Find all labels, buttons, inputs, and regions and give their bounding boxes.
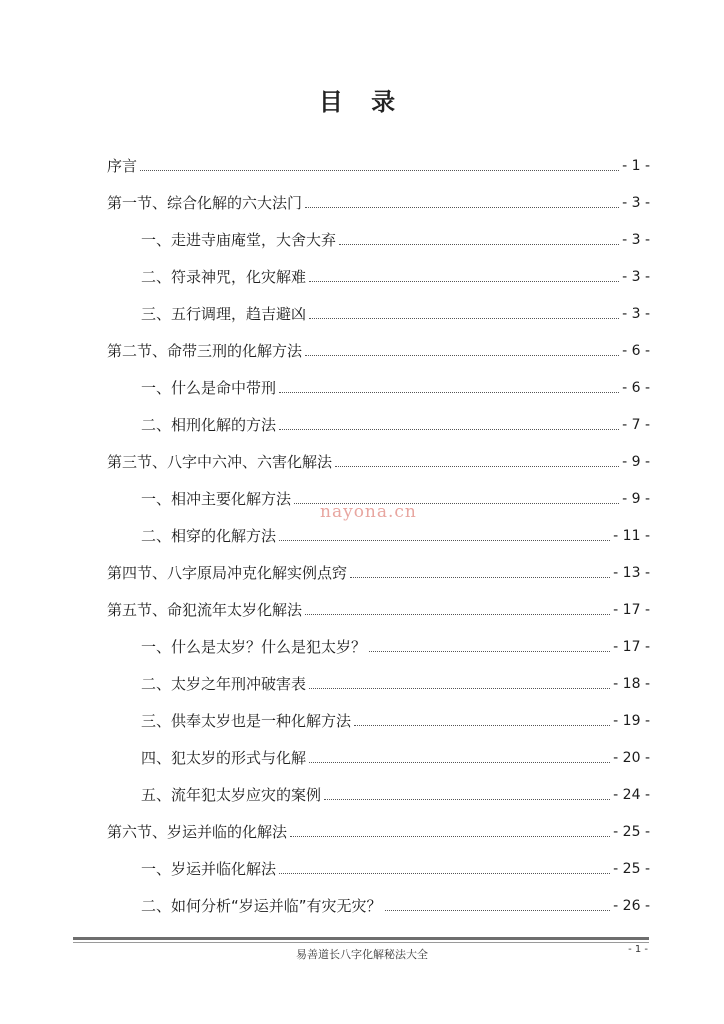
- toc-entry-title: 第二节、命带三刑的化解方法: [107, 342, 303, 360]
- toc-entry-page: - 13 -: [613, 565, 650, 581]
- toc-entry[interactable]: [107, 139, 650, 176]
- toc-dot-leader: [140, 169, 619, 171]
- toc-entry-title: 一、什么是命中带刑: [141, 379, 277, 397]
- footer-divider: [73, 937, 649, 940]
- toc-entry-title: 一、走进寺庙庵堂，大舍大弃: [141, 231, 337, 249]
- toc-entry-title: 第五节、命犯流年太岁化解法: [107, 601, 303, 619]
- toc-entry-title: 第三节、八字中六冲、六害化解法: [107, 453, 333, 471]
- toc-entry[interactable]: [107, 620, 650, 657]
- page-title: 目 录: [318, 88, 406, 116]
- footer-divider-thin: [73, 942, 649, 943]
- toc-entry-page: - 18 -: [613, 676, 650, 692]
- toc-dot-leader: [279, 428, 619, 430]
- toc-entry[interactable]: [107, 398, 650, 435]
- toc-dot-leader: [369, 650, 610, 652]
- toc-entry-title: 序言: [107, 157, 138, 175]
- watermark: nayona.cn: [320, 502, 417, 522]
- toc-entry-title: 第一节、综合化解的六大法门: [107, 194, 303, 212]
- toc-entry-title: 一、什么是太岁？什么是犯太岁？: [141, 638, 367, 656]
- table-of-contents: [107, 139, 650, 916]
- toc-dot-leader: [335, 465, 619, 467]
- toc-dot-leader: [305, 613, 610, 615]
- toc-entry[interactable]: [107, 176, 650, 213]
- toc-dot-leader: [290, 835, 610, 837]
- toc-dot-leader: [305, 354, 619, 356]
- toc-dot-leader: [339, 243, 619, 245]
- toc-entry-page: - 17 -: [613, 639, 650, 655]
- toc-entry[interactable]: [107, 805, 650, 842]
- toc-dot-leader: [350, 576, 610, 578]
- toc-entry-page: - 19 -: [613, 713, 650, 729]
- toc-entry-title: 五、流年犯太岁应灾的案例: [141, 786, 322, 804]
- toc-entry-page: - 11 -: [613, 528, 650, 544]
- footer-title: 易善道长八字化解秘法大全: [296, 948, 428, 961]
- toc-dot-leader: [324, 798, 610, 800]
- toc-dot-leader: [309, 761, 610, 763]
- toc-entry-page: - 1 -: [622, 158, 650, 174]
- footer-page-number: - 1 -: [628, 944, 648, 955]
- toc-entry-page: - 20 -: [613, 750, 650, 766]
- toc-dot-leader: [309, 280, 619, 282]
- toc-entry-page: - 26 -: [613, 898, 650, 914]
- toc-entry-title: 二、相刑化解的方法: [141, 416, 277, 434]
- toc-entry-title: 第四节、八字原局冲克化解实例点窍: [107, 564, 348, 582]
- toc-entry-page: - 6 -: [622, 380, 650, 396]
- toc-dot-leader: [354, 724, 610, 726]
- toc-entry[interactable]: [107, 324, 650, 361]
- toc-dot-leader: [279, 391, 619, 393]
- toc-entry-page: - 9 -: [622, 491, 650, 507]
- toc-entry-title: 第六节、岁运并临的化解法: [107, 823, 288, 841]
- toc-entry-page: - 3 -: [622, 269, 650, 285]
- toc-entry-page: - 25 -: [613, 861, 650, 877]
- toc-entry-page: - 7 -: [622, 417, 650, 433]
- toc-entry[interactable]: [107, 546, 650, 583]
- toc-entry[interactable]: [107, 731, 650, 768]
- toc-entry[interactable]: [107, 842, 650, 879]
- toc-entry[interactable]: [107, 435, 650, 472]
- toc-entry-page: - 17 -: [613, 602, 650, 618]
- toc-entry-page: - 6 -: [622, 343, 650, 359]
- toc-dot-leader: [279, 539, 610, 541]
- toc-entry-page: - 3 -: [622, 306, 650, 322]
- toc-entry-title: 四、犯太岁的形式与化解: [141, 749, 307, 767]
- toc-entry-title: 一、岁运并临化解法: [141, 860, 277, 878]
- toc-entry[interactable]: [107, 213, 650, 250]
- toc-entry-title: 二、如何分析“岁运并临”有灾无灾？: [141, 897, 382, 915]
- toc-entry-title: 三、供奉太岁也是一种化解方法: [141, 712, 352, 730]
- toc-entry-page: - 3 -: [622, 195, 650, 211]
- toc-dot-leader: [309, 317, 619, 319]
- toc-entry[interactable]: [107, 768, 650, 805]
- toc-entry[interactable]: [107, 250, 650, 287]
- toc-entry[interactable]: [107, 879, 650, 916]
- toc-entry-page: - 3 -: [622, 232, 650, 248]
- toc-entry[interactable]: [107, 287, 650, 324]
- toc-dot-leader: [305, 206, 619, 208]
- toc-entry-page: - 9 -: [622, 454, 650, 470]
- toc-entry-page: - 25 -: [613, 824, 650, 840]
- toc-entry[interactable]: [107, 694, 650, 731]
- toc-entry-title: 二、相穿的化解方法: [141, 527, 277, 545]
- toc-dot-leader: [309, 687, 610, 689]
- toc-dot-leader: [279, 872, 610, 874]
- toc-entry[interactable]: [107, 657, 650, 694]
- toc-entry-page: - 24 -: [613, 787, 650, 803]
- toc-entry-title: 二、太岁之年刑冲破害表: [141, 675, 307, 693]
- toc-entry-title: 一、相冲主要化解方法: [141, 490, 292, 508]
- toc-entry-title: 二、符录神咒，化灾解难: [141, 268, 307, 286]
- toc-entry[interactable]: [107, 583, 650, 620]
- toc-entry-title: 三、五行调理，趋吉避凶: [141, 305, 307, 323]
- toc-dot-leader: [385, 909, 611, 911]
- toc-entry[interactable]: [107, 361, 650, 398]
